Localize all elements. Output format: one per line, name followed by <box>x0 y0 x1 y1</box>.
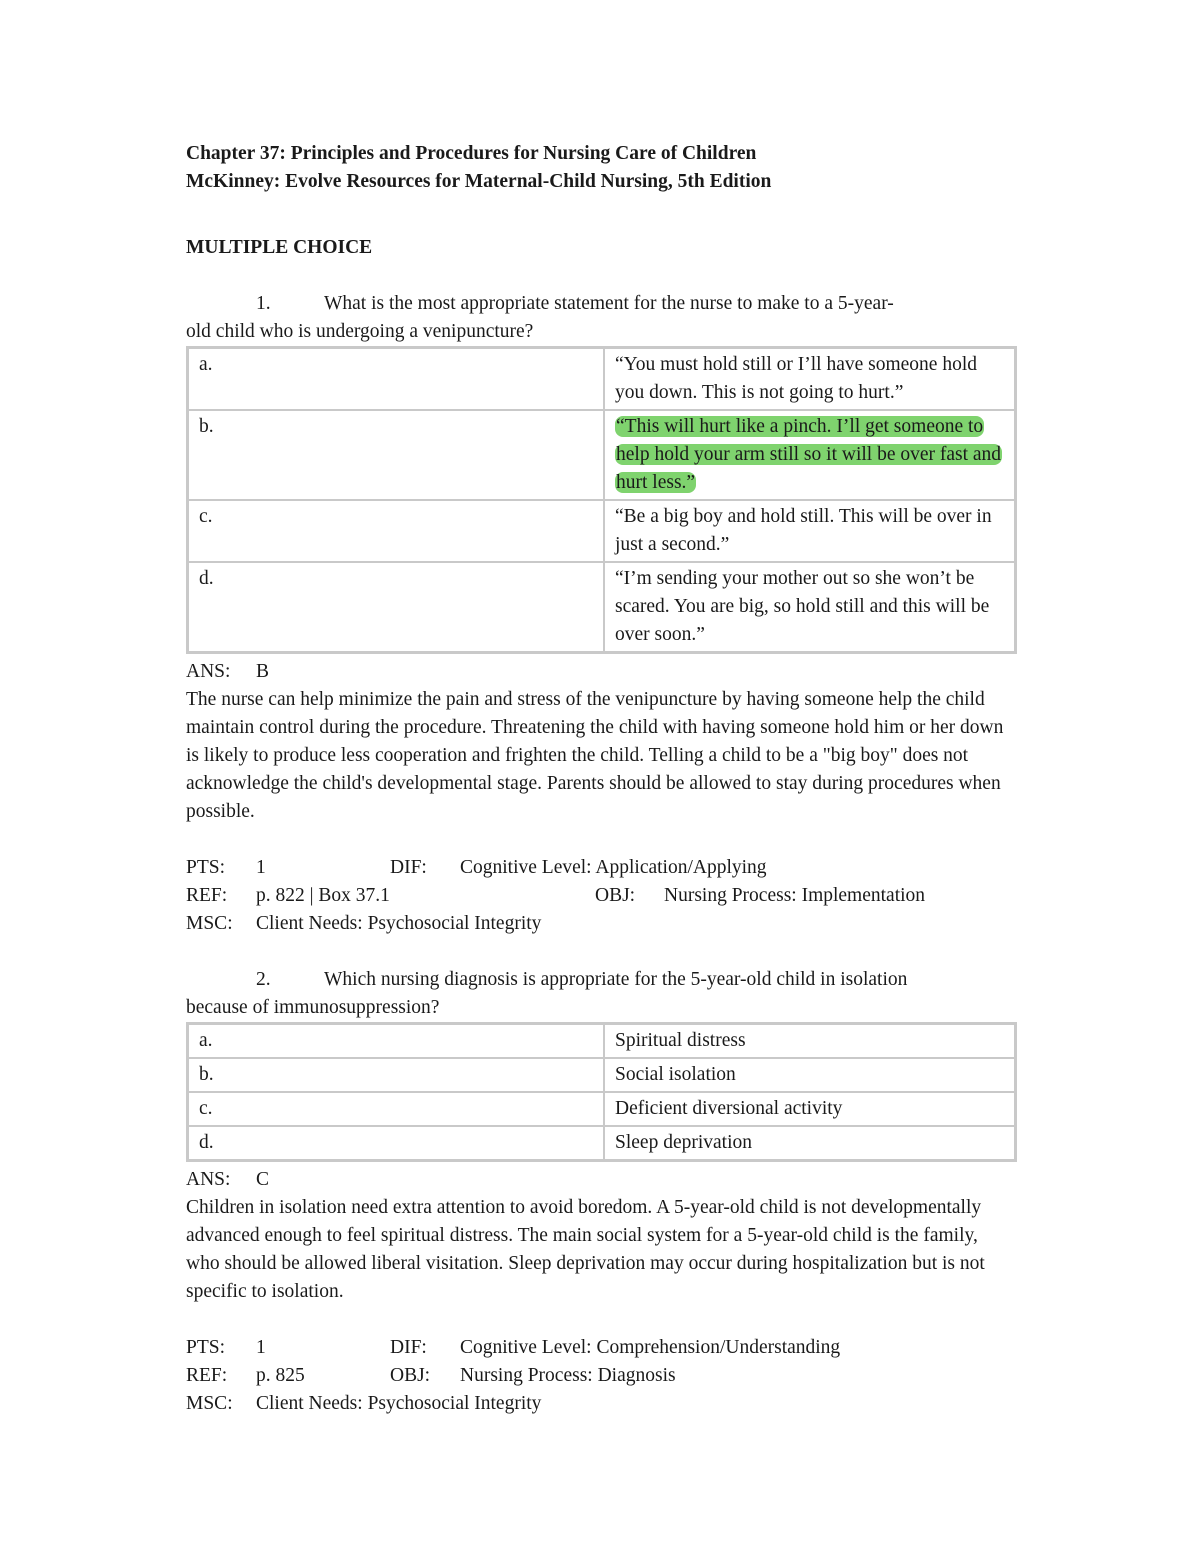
option-row <box>188 348 1016 411</box>
option-text: Social isolation <box>604 1058 1016 1092</box>
ref-value: p. 825 <box>256 1365 305 1386</box>
pts-value: 1 <box>256 1337 266 1358</box>
option-row <box>188 1092 1016 1126</box>
answer-value: C <box>256 1169 270 1190</box>
dif-label: DIF: <box>390 1337 427 1358</box>
answer-value: B <box>256 661 270 682</box>
option-letter: b. <box>188 1058 605 1092</box>
option-row <box>188 1126 1016 1161</box>
option-text: “I’m sending your mother out so she won’t be scared. You are big, so hold still and this will be over soon.” <box>604 562 1016 653</box>
rationale: The nurse can help minimize the pain and stress of the venipuncture by having someone help the child maintain control during the procedure. Threatening the child with having someone hold him or her down is likely to produce less cooperation and frighten the child. Telling a child to be a "big boy" does not acknowledge the child's developmental stage. Parents should be allowed to stay during procedures when possible. <box>186 689 1004 822</box>
pts-label: PTS: <box>186 1337 226 1358</box>
option-row <box>188 410 1016 500</box>
option-text-correct <box>604 410 1016 500</box>
ref-label: REF: <box>186 1365 228 1386</box>
meta-row-msc <box>186 910 1016 938</box>
options-table <box>186 1022 1017 1162</box>
obj-label: OBJ: <box>390 1365 431 1386</box>
question-1 <box>186 290 1016 938</box>
dif-label: DIF: <box>390 857 427 878</box>
question-metadata <box>186 1334 1016 1418</box>
meta-row-pts <box>186 1334 1016 1362</box>
option-row <box>188 562 1016 653</box>
answer-line <box>186 658 1016 686</box>
meta-row-ref <box>186 1362 1016 1390</box>
question-stem-line2: because of immunosuppression? <box>186 997 440 1018</box>
ref-value: p. 822 | Box 37.1 <box>256 885 390 906</box>
highlighted-answer: “This will hurt like a pinch. I’ll get someone to help hold your arm still so it will be over fast and hurt less.” <box>616 416 1002 493</box>
option-row <box>188 500 1016 562</box>
options-table <box>186 346 1017 654</box>
option-text: “You must hold still or I’ll have someone hold you down. This is not going to hurt.” <box>604 348 1016 411</box>
obj-label: OBJ: <box>595 885 636 906</box>
document-header <box>186 140 1016 196</box>
option-row <box>188 1058 1016 1092</box>
question-metadata <box>186 854 1016 938</box>
option-letter: c. <box>188 1092 605 1126</box>
chapter-title: Chapter 37: Principles and Procedures for Nursing Care of Children <box>186 143 757 164</box>
msc-value: Client Needs: Psychosocial Integrity <box>256 1393 542 1414</box>
obj-value: Nursing Process: Implementation <box>664 885 926 906</box>
pts-value: 1 <box>256 857 266 878</box>
msc-label: MSC: <box>186 1393 233 1414</box>
dif-value: Cognitive Level: Application/Applying <box>460 857 767 878</box>
answer-label: ANS: <box>186 1169 231 1190</box>
obj-value: Nursing Process: Diagnosis <box>460 1365 676 1386</box>
meta-row-ref <box>186 882 1016 910</box>
rationale: Children in isolation need extra attention to avoid boredom. A 5-year-old child is not developmentally advanced enough to feel spiritual distress. The main social system for a 5-year-old child is the family, who should be allowed liberal visitation. Sleep deprivation may occur during hospitalization but is not specific to isolation. <box>186 1197 985 1302</box>
meta-row-pts <box>186 854 1016 882</box>
question-stem <box>186 290 1016 318</box>
book-title: McKinney: Evolve Resources for Maternal-Child Nursing, 5th Edition <box>186 171 772 192</box>
option-row <box>188 1024 1016 1059</box>
section-title: MULTIPLE CHOICE <box>186 237 373 258</box>
answer-label: ANS: <box>186 661 231 682</box>
option-text: “Be a big boy and hold still. This will be over in just a second.” <box>604 500 1016 562</box>
question-stem-line2: old child who is undergoing a venipuncture? <box>186 321 534 342</box>
option-letter: a. <box>188 1024 605 1059</box>
question-number: 1. <box>256 293 271 314</box>
option-letter: c. <box>188 500 605 562</box>
option-text: Spiritual distress <box>604 1024 1016 1059</box>
question-stem-line1: Which nursing diagnosis is appropriate for the 5-year-old child in isolation <box>324 969 908 990</box>
question-number: 2. <box>256 969 271 990</box>
msc-label: MSC: <box>186 913 233 934</box>
answer-line <box>186 1166 1016 1194</box>
msc-value: Client Needs: Psychosocial Integrity <box>256 913 542 934</box>
option-letter: d. <box>188 1126 605 1161</box>
option-letter: a. <box>188 348 605 411</box>
ref-label: REF: <box>186 885 228 906</box>
question-2 <box>186 966 1016 1418</box>
option-letter: d. <box>188 562 605 653</box>
pts-label: PTS: <box>186 857 226 878</box>
question-stem <box>186 966 1016 994</box>
option-text: Deficient diversional activity <box>604 1092 1016 1126</box>
document-page <box>186 140 1016 1418</box>
meta-row-msc <box>186 1390 1016 1418</box>
option-text: Sleep deprivation <box>604 1126 1016 1161</box>
option-letter: b. <box>188 410 605 500</box>
question-stem-line1: What is the most appropriate statement for the nurse to make to a 5-year- <box>324 293 894 314</box>
dif-value: Cognitive Level: Comprehension/Understanding <box>460 1337 841 1358</box>
